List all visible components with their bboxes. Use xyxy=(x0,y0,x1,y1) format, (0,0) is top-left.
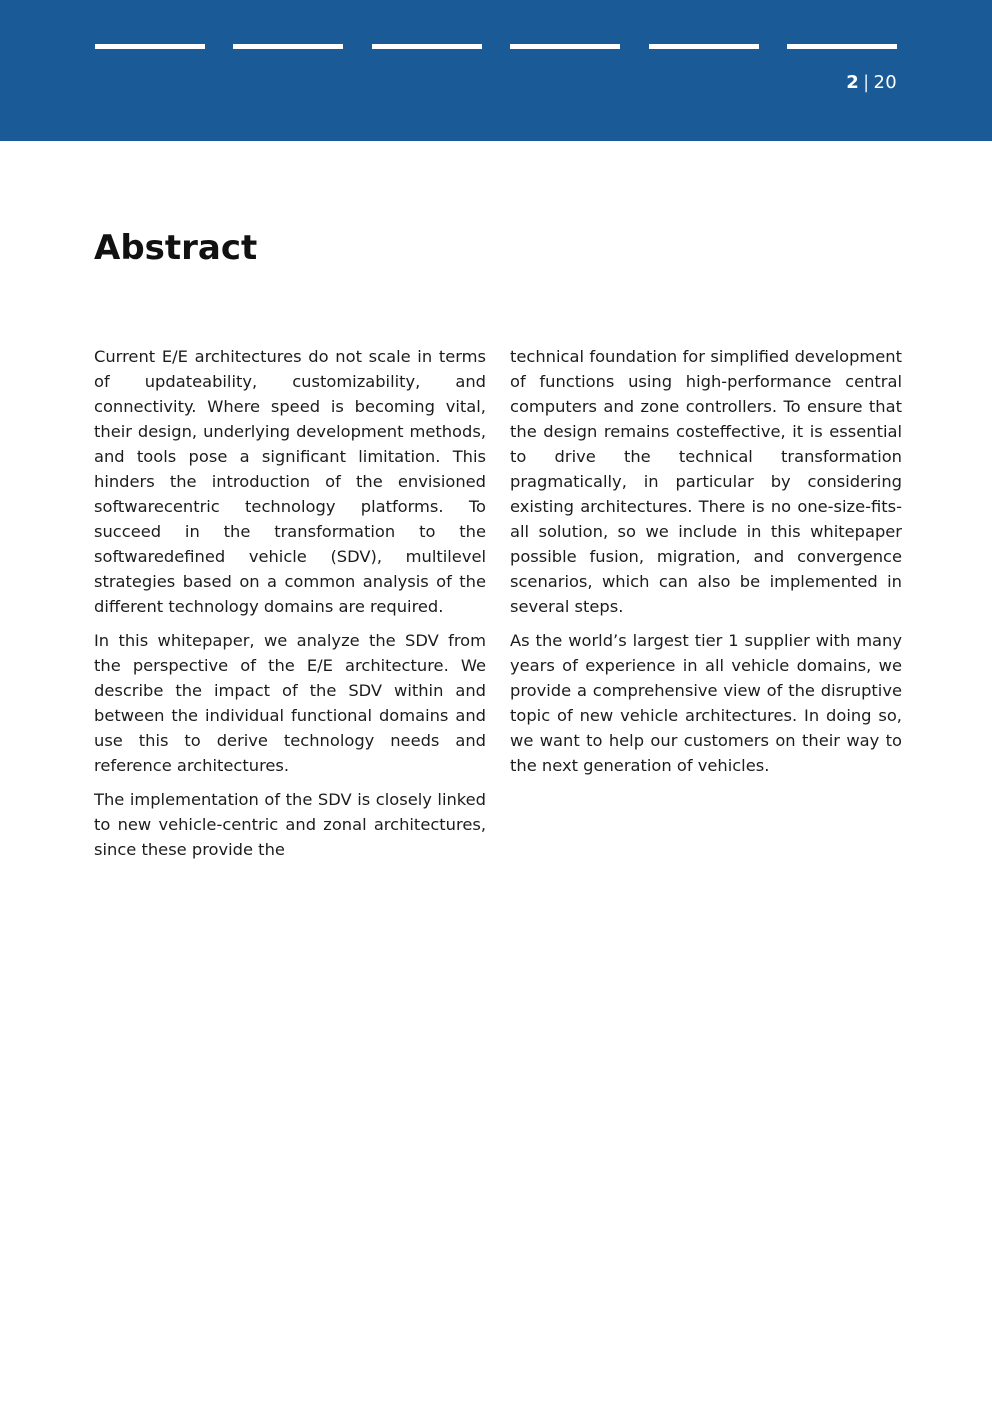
paragraph: Current E/E architectures do not scale in terms of updateability, customizability, and connectivity. Where speed is becoming vital, their design, underlying development methods, and tools pose a significant limitation. This hinders the introduction of the envisioned softwarecentric technology platforms. To succeed in the transformation to the softwaredefined vehicle (SDV), multilevel strategies based on a common analysis of the different technology domains are required. xyxy=(94,347,486,616)
page-total: 20 xyxy=(873,72,897,93)
page-number xyxy=(846,72,897,94)
page-title: Abstract xyxy=(94,228,258,268)
nav-segment-3 xyxy=(372,44,482,49)
paragraph: As the world’s largest tier 1 supplier with many years of experience in all vehicle domains, we provide a comprehensive view of the disruptive topic of new vehicle architectures. In doing so, we want to help our customers on their way to the next generation of vehicles. xyxy=(510,631,902,775)
paragraph: technical foundation for simplified development of functions using high-performance central computers and zone controllers. To ensure that the design remains costeffective, it is essential to drive the technical transformation pragmatically, in particular by considering existing architectures. There is no one-size-fits-all solution, so we include in this whitepaper possible fusion, migration, and convergence scenarios, which can also be implemented in several steps. xyxy=(510,347,902,616)
paragraph: The implementation of the SDV is closely linked to new vehicle-centric and zonal architectures, since these provide the xyxy=(94,790,486,859)
header-band xyxy=(0,0,992,141)
page-separator: | xyxy=(863,72,870,93)
paragraph: In this whitepaper, we analyze the SDV from the perspective of the E/E architecture. We describe the impact of the SDV within and between the individual functional domains and use this to derive technology needs and reference architectures. xyxy=(94,631,486,775)
nav-segment-2 xyxy=(233,44,343,49)
nav-segment-5 xyxy=(649,44,759,49)
nav-segment-6 xyxy=(787,44,897,49)
right-column xyxy=(510,344,902,787)
left-column xyxy=(94,344,486,871)
page-current: 2 xyxy=(846,72,860,93)
nav-segment-1 xyxy=(95,44,205,49)
nav-segment-4 xyxy=(510,44,620,49)
